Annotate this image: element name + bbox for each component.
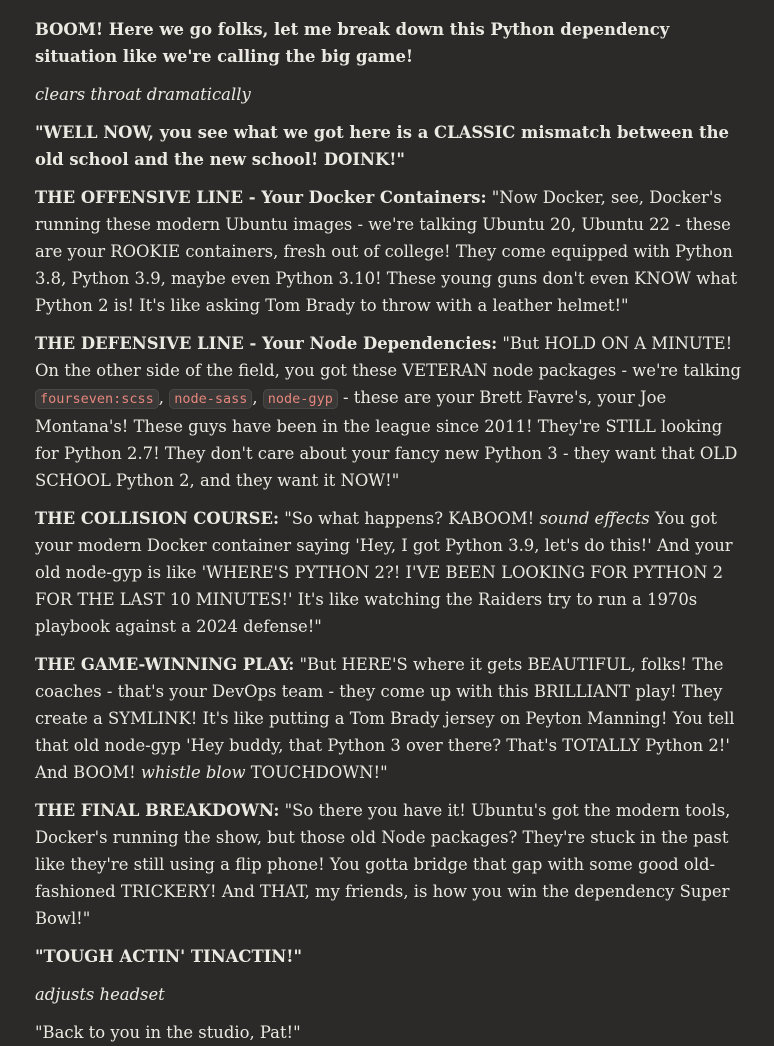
collision-course-emphasis: sound effects [539, 509, 650, 528]
offensive-line-text: "Now Docker, see, Docker's running these modern Ubuntu images - we're talking Ubuntu 20, Ubuntu 22 - these are your ROOKIE containers, fresh out of college! They come equipped with Python 3.8, Python 3.9, maybe even Python 3.10! These young guns don't even KNOW what Python 2 is! It's like asking Tom Brady to throw with a leather helmet!" [35, 188, 738, 315]
collision-course-paragraph [35, 505, 744, 640]
stage-direction-2 [35, 981, 744, 1008]
game-winning-play-text-before: "But HERE'S where it gets BEAUTIFUL, folks! The coaches - that's your DevOps team - they come up with this BRILLIANT play! They create a SYMLINK! It's like putting a Tom Brady jersey on Peyton Manning! You tell that old node-gyp 'Hey buddy, that Python 3 over there? That's TOTALLY Python 2!' And BOOM! [35, 655, 735, 782]
collision-course-label: THE COLLISION COURSE: [35, 509, 280, 528]
code-fourseven-scss: fourseven:scss [35, 389, 159, 409]
opener-text: "WELL NOW, you see what we got here is a CLASSIC mismatch between the old school and the new school! DOINK!" [35, 123, 729, 169]
stage-direction-text: clears throat dramatically [35, 85, 251, 104]
opener-paragraph [35, 119, 744, 173]
defensive-line-paragraph [35, 330, 744, 494]
closing-paragraph [35, 1019, 744, 1046]
closing-text: "Back to you in the studio, Pat!" [35, 1023, 301, 1042]
game-winning-play-paragraph [35, 651, 744, 786]
final-breakdown-text: "So there you have it! Ubuntu's got the modern tools, Docker's running the show, but those old Node packages? They're stuck in the past like they're still using a flip phone! You gotta bridge that gap with some good old-fashioned TRICKERY! And THAT, my friends, is how you win the dependency Super Bowl!" [35, 801, 731, 928]
game-winning-play-label: THE GAME-WINNING PLAY: [35, 655, 295, 674]
separator: , [158, 388, 170, 407]
assistant-message [35, 16, 744, 1046]
offensive-line-label: THE OFFENSIVE LINE - Your Docker Containers: [35, 188, 487, 207]
stage-direction-text: adjusts headset [35, 985, 165, 1004]
intro-text: BOOM! Here we go folks, let me break down this Python dependency situation like we're calling the big game! [35, 20, 670, 66]
code-node-gyp: node-gyp [263, 389, 338, 409]
defensive-line-text-before: "But HOLD ON A MINUTE! On the other side of the field, you got these VETERAN node packages - we're talking [35, 334, 742, 380]
tagline-paragraph [35, 943, 744, 970]
separator: , [252, 388, 263, 407]
final-breakdown-paragraph [35, 797, 744, 932]
game-winning-play-emphasis: whistle blow [140, 763, 246, 782]
defensive-line-text-after: - these are your Brett Favre's, your Joe Montana's! These guys have been in the league since 2011! They're STILL looking for Python 2.7! They don't care about your fancy new Python 3 - they want that OLD SCHOOL Python 2, and they want it NOW!" [35, 388, 738, 490]
tagline-text: "TOUGH ACTIN' TINACTIN!" [35, 947, 303, 966]
final-breakdown-label: THE FINAL BREAKDOWN: [35, 801, 280, 820]
collision-course-text-after: You got your modern Docker container saying 'Hey, I got Python 3.9, let's do this!' And your old node-gyp is like 'WHERE'S PYTHON 2?! I'VE BEEN LOOKING FOR PYTHON 2 FOR THE LAST 10 MINUTES!' It's like watching the Raiders try to run a 1970s playbook against a 2024 defense!" [35, 509, 733, 636]
intro-paragraph [35, 16, 744, 70]
offensive-line-paragraph [35, 184, 744, 319]
code-node-sass: node-sass [169, 389, 252, 409]
collision-course-text-before: "So what happens? KABOOM! [279, 509, 540, 528]
defensive-line-label: THE DEFENSIVE LINE - Your Node Dependencies: [35, 334, 498, 353]
game-winning-play-text-after: TOUCHDOWN!" [245, 763, 388, 782]
stage-direction-1 [35, 81, 744, 108]
